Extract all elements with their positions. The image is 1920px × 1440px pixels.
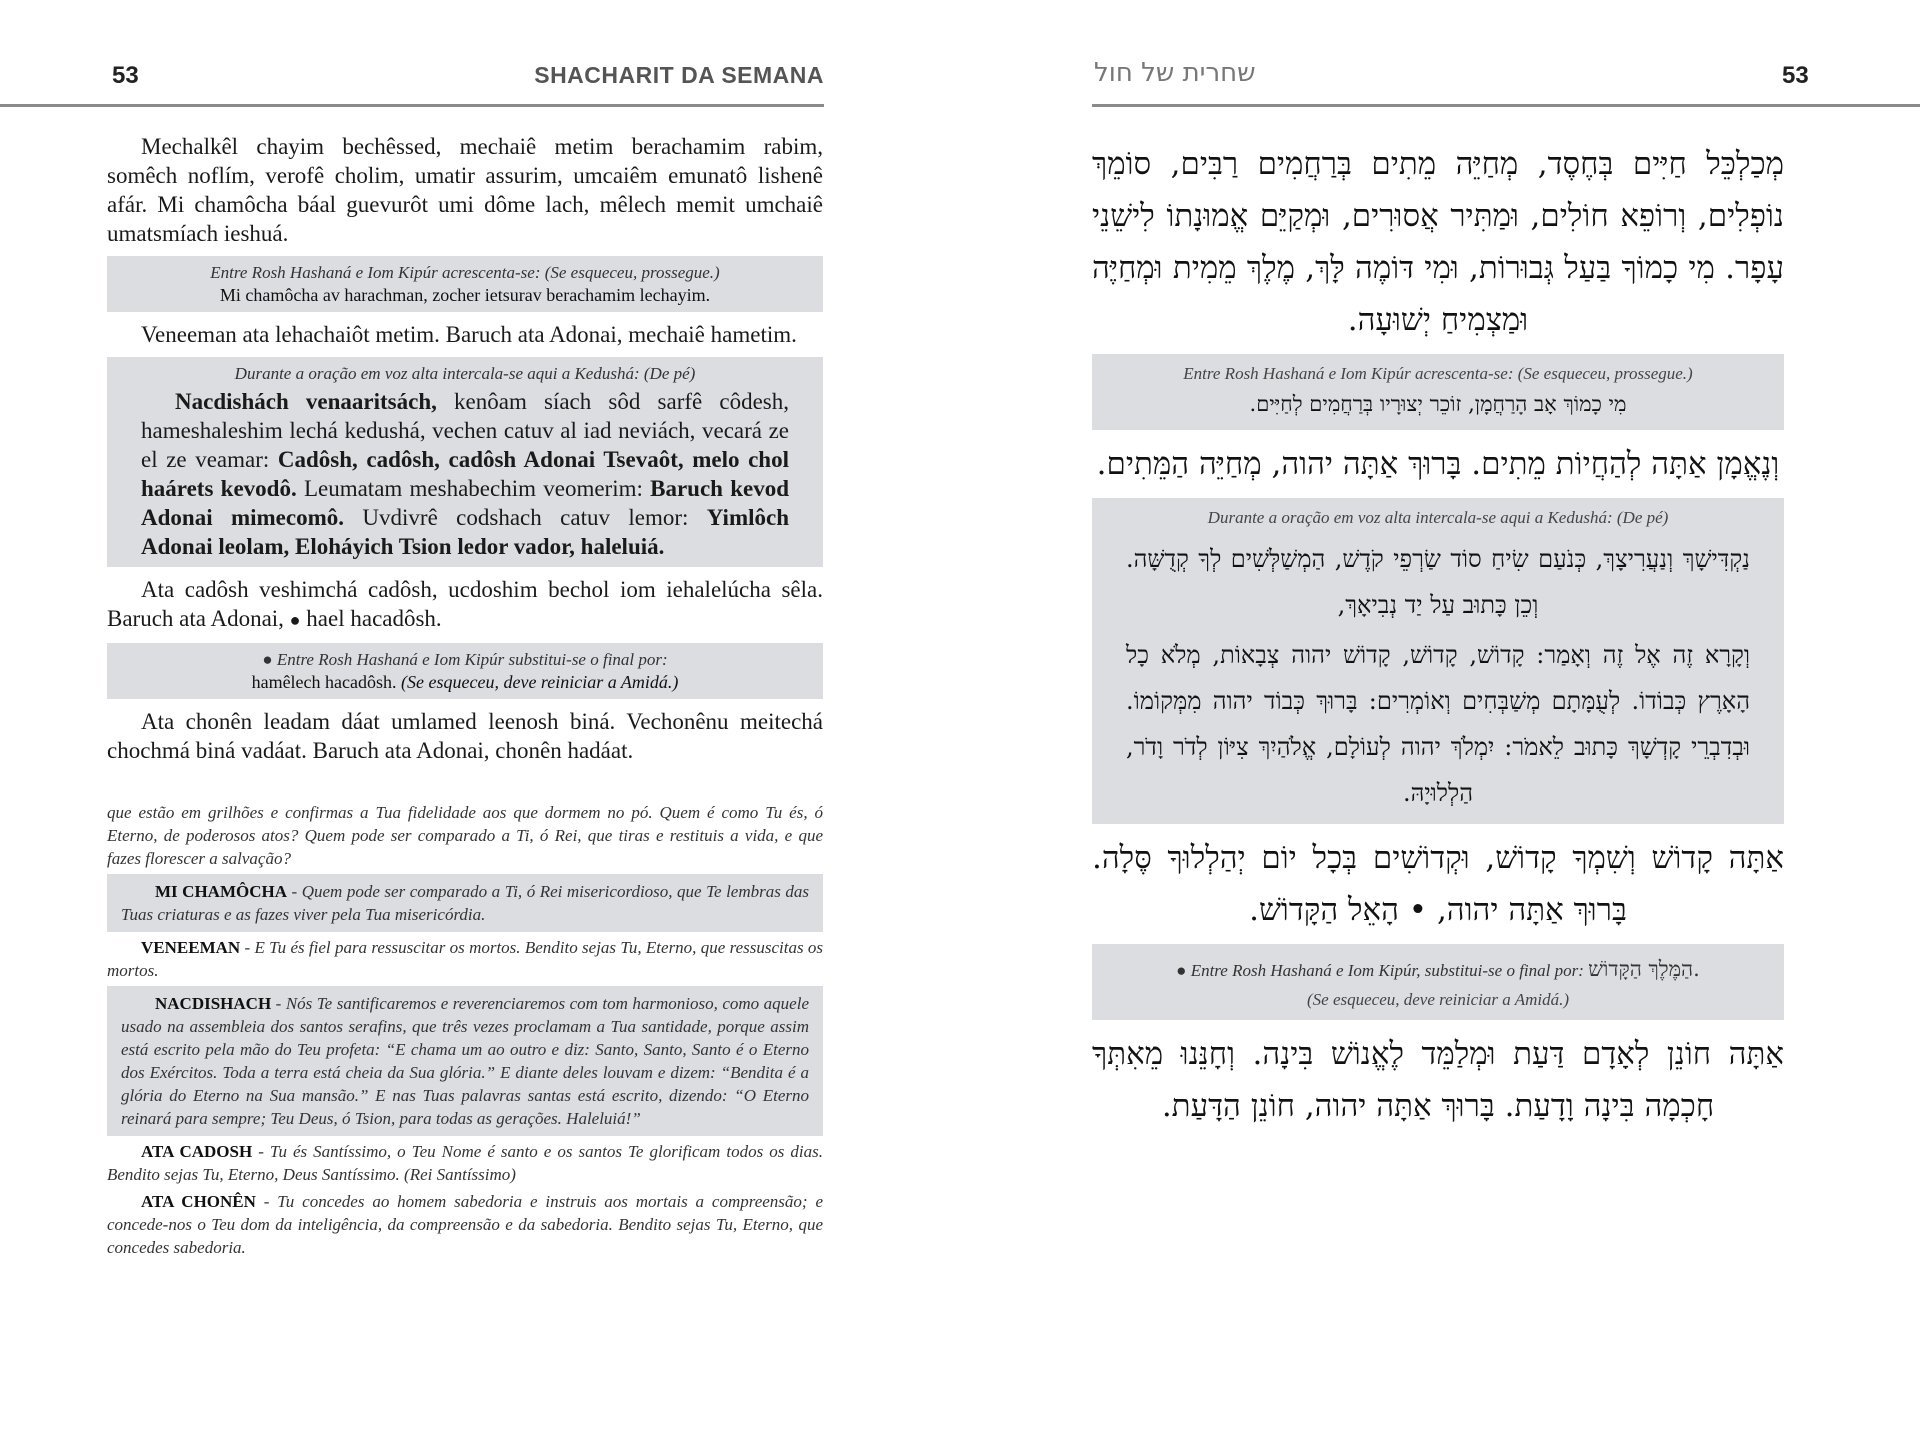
right-page-body: [1092, 138, 1784, 1132]
substitution-note: ● Entre Rosh Hashaná e Iom Kipúr substitui-se o final por:: [262, 650, 668, 669]
hebrew-paragraph: אַתָּה קָדוֹשׁ וְשִׁמְךָ קָדוֹשׁ, וּקְדוֹשִׁים בְּכָל יוֹם יְהַלְלוּךָ סֶּלָה. בָּרוּךְ אַתָּה יהוה, • הָאֵל הַקָּדוֹשׁ.: [1092, 840, 1784, 928]
translit-paragraph: Ata cadôsh veshimchá cadôsh, ucdoshim bechol iom iehalelúcha sêla. Baruch ata Adonai, ● hael hacadôsh.: [107, 577, 823, 631]
kedusha-box: [1092, 498, 1784, 824]
insert-note: Entre Rosh Hashaná e Iom Kipúr acrescenta-se: (Se esqueceu, prossegue.): [210, 263, 720, 282]
kedusha-note: Durante a oração em voz alta intercala-se aqui a Kedushá: (De pé): [1207, 508, 1669, 527]
left-page-body: [107, 132, 823, 1259]
hebrew-paragraph: אַתָּה חוֹנֵן לְאָדָם דַּעַת וּמְלַמֵּד לֶאֱנוֹשׁ בִּינָה. וְחָנֵּנוּ מֵאִתְּךָ חָכְמָה בִּינָה וָדָעַת. בָּרוּךְ אַתָּה יהוה, חוֹנֵן הַדָּעַת.: [1092, 1036, 1784, 1124]
translit-paragraph: Ata chonên leadam dáat umlamed leenosh biná. Vechonênu meitechá chochmá biná vadáat. Baruch ata Adonai, chonên hadáat.: [107, 709, 823, 763]
translit-paragraph: Mechalkêl chayim bechêssed, mechaiê metim berachamim rabim, somêch noflím, verofê cholim, umatir assurim, umcaiêm emunatô lishenê afár. Mi chamôcha báal guevurôt umi dôme lach, mêlech memit umchaiê umatsmíach ieshuá.: [107, 134, 823, 246]
insert-text: Mi chamôcha av harachman, zocher ietsurav berachamim lechayim.: [219, 285, 711, 305]
translation-heading: ATA CHONÊN: [141, 1192, 256, 1211]
substitution-box: [1092, 944, 1784, 1020]
translation-heading: VENEEMAN: [141, 938, 241, 957]
kedusha-text: נַקְדִּישָׁךְ וְנַעֲרִיצָךְ, כְּנֹעַם שִׂיחַ סוֹד שַׂרְפֵי קֹדֶשׁ, הַמְשַׁלְּשִׁים לְךָ קְדֻשָּׁה. וְכֵן כָּתוּב עַל יַד נְבִיאָךְ,: [1126, 545, 1750, 619]
right-running-title: שחרית של חול: [1094, 58, 1256, 88]
right-page-number: 53: [1782, 62, 1809, 89]
insert-note: Entre Rosh Hashaná e Iom Kipúr acrescenta-se: (Se esqueceu, prossegue.): [1183, 364, 1693, 383]
insert-box: [1092, 354, 1784, 430]
left-page-header: [0, 58, 824, 107]
insert-box: [107, 256, 823, 312]
substitution-note-2: (Se esqueceu, deve reiniciar a Amidá.): [1307, 990, 1569, 1009]
hebrew-paragraph: מְכַלְכֵּל חַיִּים בְּחֶסֶד, מְחַיֵּה מֵתִים בְּרַחֲמִים רַבִּים, סוֹמֵךְ נוֹפְלִים, וְרוֹפֵא חוֹלִים, וּמַתִּיר אֲסוּרִים, וּמְקַיֵּם אֱמוּנָתוֹ לִישֵׁנֵי עָפָר. מִי כָמוֹךָ בַּעַל גְּבוּרוֹת, וּמִי דּוֹמֶה לָּךְ, מֶלֶךְ מֵמִית וּמְחַיֶּה וּמַצְמִיחַ יְשׁוּעָה.: [1092, 146, 1784, 338]
translation-heading: ATA CADOSH: [141, 1142, 253, 1161]
translation-heading: MI CHAMÔCHA: [155, 882, 288, 901]
insert-text: מִי כָמוֹךְ אָב הָרַחֲמָן, זוֹכֵר יְצוּרָיו בְּרַחֲמִים לְחַיִּים.: [1249, 392, 1627, 416]
kedusha-box: [107, 357, 823, 567]
translation-paragraph: que estão em grilhões e confirmas a Tua fidelidade aos que dormem no pó. Quem é como Tu és, ó Eterno, de poderosos atos? Quem pode ser comparado a Ti, ó Rei, que tiras e restituis a vida, e que fazes florescer a salvação?: [107, 803, 823, 868]
substitution-text: hamêlech hacadôsh. (Se esqueceu, deve reiniciar a Amidá.): [251, 672, 679, 692]
bullet-marker: ●: [289, 610, 301, 630]
kedusha-text: וְקָרָא זֶה אֶל זֶה וְאָמַר: קָדוֹשׁ, קָדוֹשׁ, קָדוֹשׁ יהוה צְבָאוֹת, מְלֹא כָל הָאָרֶץ כְּבוֹדוֹ. לְעֻמָּתָם מְשַׁבְּחִים וְאוֹמְרִים: בָּרוּךְ כְּבוֹד יהוה מִמְּקוֹמוֹ. וּבְדִבְרֵי קָדְשָׁךְ כָּתוּב לֵאמֹר: יִמְלֹךְ יהוה לְעוֹלָם, אֱלֹהַיִךְ צִיּוֹן לְדֹר וָדֹר, הַלְלוּיָהּ.: [1126, 641, 1750, 807]
hebrew-paragraph: וְנֶאֱמָן אַתָּה לְהַחֲיוֹת מֵתִים. בָּרוּךְ אַתָּה יהוה, מְחַיֵּה הַמֵּתִים.: [1096, 446, 1780, 482]
translation-box: NACDISHACH - Nós Te santificaremos e reverenciaremos com tom harmonioso, como aquele usado na assembleia dos santos serafins, que três vezes proclamam a Tua santidade, porque assim está escrito pela mão do Teu profeta: “E chama um ao outro e diz: Santo, Santo, Santo é o Eterno dos Exércitos. Toda a terra está cheia da Sua glória.” E diante deles louvam e dizem: “Bendita é a glória do Eterno na Sua mansão.” E nas Tuas palavras santas está escrito, dizendo: “O Eterno reinará para sempre; Teu Deus, ó Tsion, para todas as gerações. Haleluiá!”: [107, 986, 823, 1136]
translation-paragraph: ATA CADOSH - Tu és Santíssimo, o Teu Nome é santo e os santos Te glorificam todos os dias. Bendito sejas Tu, Eterno, Deus Santíssimo. (Rei Santíssimo): [107, 1142, 823, 1184]
translit-paragraph: Veneeman ata lehachaiôt metim. Baruch ata Adonai, mechaiê hametim.: [141, 322, 797, 347]
substitution-box: [107, 643, 823, 699]
kedusha-note: Durante a oração em voz alta intercala-se aqui a Kedushá: (De pé): [234, 364, 696, 383]
translation-heading: NACDISHACH: [155, 994, 272, 1013]
translation-paragraph: ATA CHONÊN - Tu concedes ao homem sabedoria e instruis aos mortais a compreensão; e concede-nos o Teu dom da inteligência, da compreensão e da sabedoria. Bendito sejas Tu, Eterno, que concedes sabedoria.: [107, 1192, 823, 1257]
translation-paragraph: VENEEMAN - E Tu és fiel para ressuscitar os mortos. Bendito sejas Tu, Eterno, que ressuscitas os mortos.: [107, 938, 823, 980]
left-running-title: SHACHARIT DA SEMANA: [534, 62, 824, 88]
left-page-number: 53: [112, 62, 139, 89]
substitution-note: ● Entre Rosh Hashaná e Iom Kipúr, substitui-se o final por: הַמֶּלֶךְ הַקָּדוֹשׁ.: [1176, 957, 1700, 981]
translation-box: MI CHAMÔCHA - Quem pode ser comparado a Ti, ó Rei misericordioso, que Te lembras das Tuas criaturas e as fazes viver pela Tua misericórdia.: [107, 874, 823, 932]
kedusha-text: Nacdishách venaaritsách, kenôam síach sôd sarfê côdesh, hameshaleshim lechá kedushá, vechen catuv al iad neviách, vecará ze el ze veamar: Cadôsh, cadôsh, cadôsh Adonai Tsevaôt, melo chol haárets kevodô. Leumatam meshabechim veomerim: Baruch kevod Adonai mimecomô. Uvdivrê codshach catuv lemor: Yimlôch Adonai leolam, Eloháyich Tsion ledor vador, haleluiá.: [141, 389, 790, 559]
right-page-header: [1092, 58, 1920, 107]
